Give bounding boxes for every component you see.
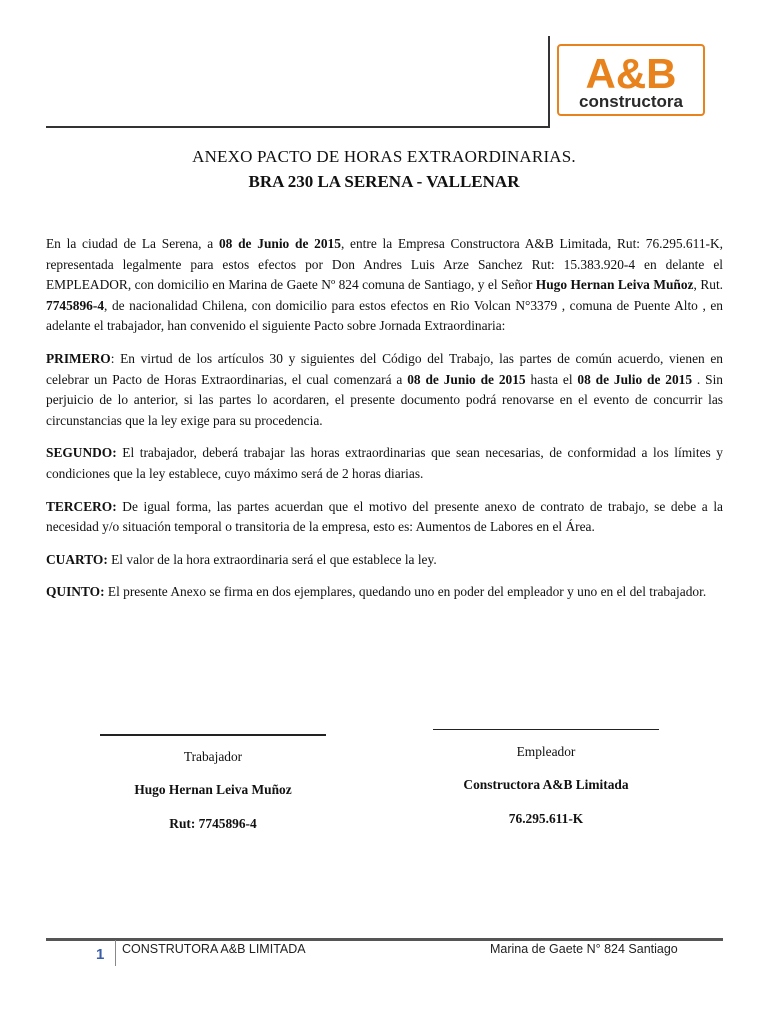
clause-text: : En virtud de los artículos 30 y siguientes del Código del Trabajo, las partes de común acuerdo, vienen en celebrar un Pacto de Horas Extraordinarias, el cual comenzará a <box>46 350 723 387</box>
intro-text: , entre la Empresa Constructora A&B Limitada, Rut: 76.295.611-K, representada legalmente para estos efectos por Don Andres Luis Arze Sanchez Rut: 15.383.920-4 en delante el EMPLEADOR, con domicilio en Marina de Gaete Nº 824 comuna de Santiago, y el Señor <box>46 236 723 293</box>
clause-text: . Sin perjuicio de lo anterior, si las partes lo acordaren, el presente documento podrá renovarse en el evento de concurrir las circunstancias que la ley exige para su procedencia. <box>46 371 724 428</box>
intro-paragraph <box>46 234 723 337</box>
intro-text: , de nacionalidad Chilena, con domicilio para estos efectos en Rio Volcan N°3379 , comuna de Puente Alto , en adelante el trabajador, han convenido el siguiente Pacto sobre Jornada Extraordinaria: <box>46 297 723 334</box>
footer-rule <box>46 938 723 941</box>
clause-text: El valor de la hora extraordinaria será el que establece la ley. <box>107 551 437 567</box>
clause-label: CUARTO: <box>46 551 108 567</box>
clause-label: TERCERO: <box>46 498 117 514</box>
clause-label: QUINTO: <box>46 584 105 600</box>
intro-worker-rut: 7745896-4 <box>46 297 105 313</box>
footer-address: Marina de Gaete N° 824 Santiago <box>490 942 678 956</box>
footer-company: CONSTRUTORA A&B LIMITADA <box>122 942 306 956</box>
logo-subtitle: constructora <box>579 92 683 111</box>
employer-name: Constructora A&B Limitada <box>463 777 629 792</box>
clause-primero <box>46 349 723 431</box>
clause-quinto <box>46 582 723 603</box>
document-subtitle: BRA 230 LA SERENA - VALLENAR <box>248 172 520 191</box>
intro-worker-name: Hugo Hernan Leiva Muñoz <box>535 277 694 293</box>
employer-signature-line <box>433 729 659 730</box>
worker-role: Trabajador <box>183 749 243 764</box>
clause-label: SEGUNDO: <box>46 445 117 461</box>
header-vertical-rule <box>548 36 550 128</box>
intro-text: , Rut. <box>693 277 724 293</box>
clause-tercero <box>46 497 723 538</box>
employer-role: Empleador <box>516 744 576 759</box>
footer-separator <box>115 940 116 966</box>
document-title: ANEXO PACTO DE HORAS EXTRAORDINARIAS. <box>192 147 576 166</box>
worker-rut: Rut: 7745896-4 <box>169 816 257 831</box>
clause-end-date: 08 de Julio de 2015 <box>577 371 693 387</box>
clause-label: PRIMERO <box>46 350 111 366</box>
clause-text: De igual forma, las partes acuerdan que el motivo del presente anexo de contrato de trabajo, se debe a la necesidad y/o situación temporal o transitoria de la empresa, esto es: Aumentos de Labores en el Área. <box>46 498 723 535</box>
clause-text: hasta el <box>525 371 578 387</box>
header-rule <box>46 126 549 128</box>
company-logo <box>557 44 705 116</box>
clause-segundo <box>46 443 723 484</box>
clause-text: El presente Anexo se firma en dos ejemplares, quedando uno en poder del empleador y uno en el del trabajador. <box>104 584 707 600</box>
logo-brand: A&B <box>585 50 677 97</box>
clause-start-date: 08 de Junio de 2015 <box>407 371 526 387</box>
clause-cuarto <box>46 550 723 571</box>
employer-rut: 76.295.611-K <box>508 811 584 826</box>
worker-signature-line <box>100 734 326 736</box>
clause-text: El trabajador, deberá trabajar las horas extraordinarias que sean necesarias, de conformidad a los límites y condiciones que la ley establece, cuyo máximo será de 2 horas diarias. <box>46 445 723 481</box>
intro-text: En la ciudad de La Serena, a <box>46 236 219 251</box>
document-body <box>46 234 723 615</box>
page-number: 1 <box>96 946 105 963</box>
worker-name: Hugo Hernan Leiva Muñoz <box>134 782 292 797</box>
intro-date: 08 de Junio de 2015 <box>218 236 341 251</box>
